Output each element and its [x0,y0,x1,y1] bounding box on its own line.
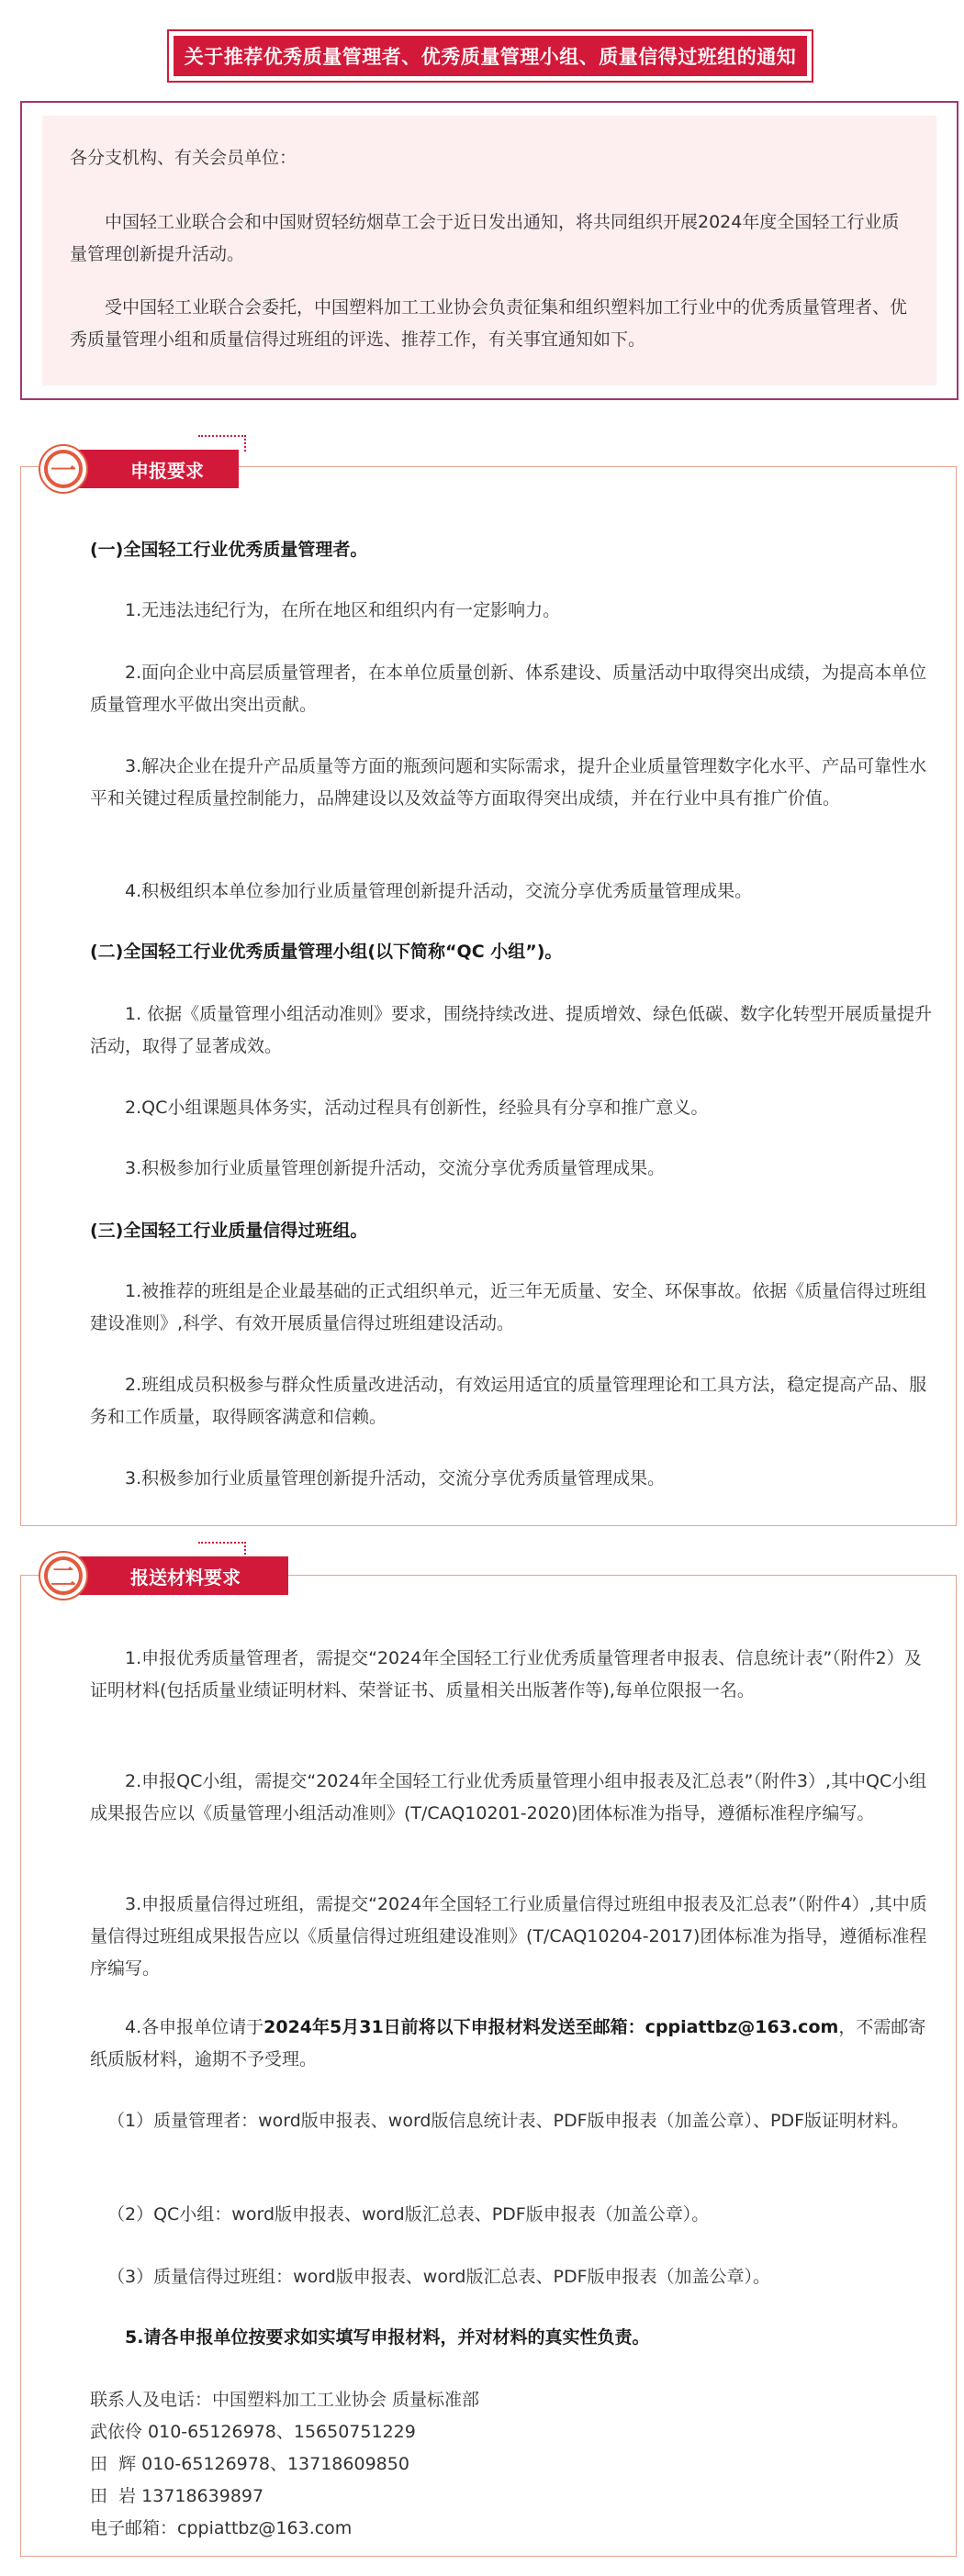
notice-title: 关于推荐优秀质量管理者、优秀质量管理小组、质量信得过班组的通知 [174,36,807,76]
material-item-deadline [90,2012,935,2076]
intro-paragraph-2: 受中国轻工业联合会委托，中国塑料加工工业协会负责征集和组织塑料加工行业中的优秀质量管理者、优秀质量管理小组和质量信得过班组的评选、推荐工作，有关事宜通知如下。 [70,297,908,350]
contact-line: 田 辉 010-65126978、13718609850 [90,2454,409,2474]
deadline-prefix: 4.各申报单位请于 [125,2017,264,2037]
material-item: 2.申报QC小组，需提交“2024年全国轻工行业优秀质量管理小组申报表及汇总表”（附件3）,其中QC小组成果报告应以《质量管理小组活动准则》(T/CAQ10201-2020)团体标准为指导，遵循标准程序编写。 [90,1771,927,1823]
section-1-label: 申报要求 [77,450,239,488]
deadline-email: 2024年5月31日前将以下申报材料发送至邮箱：cppiattbz@163.com [263,2017,839,2037]
notice-title-banner [167,29,813,83]
contact-email: 电子邮箱：cppiattbz@163.com [90,2518,353,2538]
material-item: 1.申报优秀质量管理者，需提交“2024年全国轻工行业优秀质量管理者申报表、信息统计表”（附件2）及证明材料(包括质量业绩证明材料、荣誉证书、质量相关出版著作等),每单位限报一名。 [90,1648,922,1701]
contact-line: 联系人及电话：中国塑料加工工业协会 质量标准部 [90,2390,480,2410]
requirement-item: 2.面向企业中高层质量管理者，在本单位质量创新、体系建设、质量活动中取得突出成绩，为提高本单位质量管理水平做出突出贡献。 [90,663,927,715]
submission-sub-item: （3）质量信得过班组：word版申报表、word版汇总表、PDF版申报表（加盖公章）。 [107,2267,771,2287]
requirement-item: 1.无违法违纪行为，在所在地区和组织内有一定影响力。 [125,600,561,620]
heading-quality-manager: (一)全国轻工行业优秀质量管理者。 [90,540,368,560]
heading-qc-group: (二)全国轻工行业优秀质量管理小组(以下简称“QC 小组”)。 [90,942,563,962]
authenticity-note: 5.请各申报单位按要求如实填写申报材料，并对材料的真实性负责。 [125,2327,650,2347]
requirement-item: 3.积极参加行业质量管理创新提升活动，交流分享优秀质量管理成果。 [125,1468,666,1489]
material-item: 3.申报质量信得过班组，需提交“2024年全国轻工行业质量信得过班组申报表及汇总表”（附件4）,其中质量信得过班组成果报告应以《质量信得过班组建设准则》(T/CAQ10204-2017)团体标准为指导，遵循标准程序编写。 [90,1894,927,1979]
requirement-item: 4.积极组织本单位参加行业质量管理创新提升活动，交流分享优秀质量管理成果。 [125,881,753,901]
submission-sub-item: （2）QC小组：word版申报表、word版汇总表、PDF版申报表（加盖公章）。 [107,2204,710,2225]
submission-sub-item: （1）质量管理者：word版申报表、word版信息统计表、PDF版申报表（加盖公章）、PDF版证明材料。 [107,2111,910,2131]
deadline-suffix: ，不需邮寄纸质版材料，逾期不予受理。 [90,2017,926,2069]
intro-paragraph-1: 中国轻工业联合会和中国财贸轻纺烟草工会于近日发出通知，将共同组织开展2024年度全国轻工行业质量管理创新提升活动。 [70,212,900,264]
section-2-number: 二 [44,1556,83,1595]
heading-trusted-team: (三)全国轻工行业质量信得过班组。 [90,1221,368,1241]
requirement-item: 1.被推荐的班组是企业最基础的正式组织单元，近三年无质量、安全、环保事故。依据《质量信得过班组建设准则》,科学、有效开展质量信得过班组建设活动。 [90,1281,927,1333]
requirement-item: 1. 依据《质量管理小组活动准则》要求，围绕持续改进、提质增效、绿色低碳、数字化转型开展质量提升活动，取得了显著成效。 [90,1004,933,1056]
section-2-label: 报送材料要求 [77,1556,288,1595]
requirement-item: 2.班组成员积极参与群众性质量改进活动，有效运用适宜的质量管理理论和工具方法，稳定提高产品、服务和工作质量，取得顾客满意和信赖。 [90,1375,927,1427]
requirement-item: 2.QC小组课题具体务实，活动过程具有创新性，经验具有分享和推广意义。 [125,1098,709,1118]
requirement-item: 3.积极参加行业质量管理创新提升活动，交流分享优秀质量管理成果。 [125,1158,666,1178]
section-1-number: 一 [44,450,83,488]
salutation: 各分支机构、有关会员单位： [70,148,297,168]
contact-line: 武依伶 010-65126978、15650751229 [90,2422,416,2442]
contact-line: 田 岩 13718639897 [90,2486,264,2506]
requirement-item: 3.解决企业在提升产品质量等方面的瓶颈问题和实际需求，提升企业质量管理数字化水平、产品可靠性水平和关键过程质量控制能力，品牌建设以及效益等方面取得突出成绩，并在行业中具有推广价值。 [90,756,927,808]
